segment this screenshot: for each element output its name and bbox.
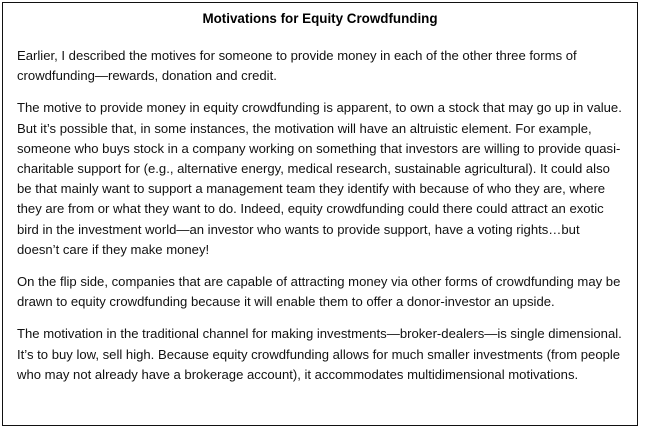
paragraph-2: The motive to provide money in equity crowdfunding is apparent, to own a stock that may go up in value. But it’s possible that, in some instances, the motivation will have an altruistic element. For example, someone who buys stock in a company working on something that investors are willing to provide quasi-charitable support for (e.g., alternative energy, medical research, sustainable agricultural). It could also be that mainly want to support a management team they identify with because of who they are, where they are from or what they want to do. Indeed, equity crowdfunding could there could attract an exotic bird in the investment world—an investor who wants to provide support, have a voting rights…but doesn’t care if they make money! — [17, 100, 622, 257]
paragraph-3: On the flip side, companies that are capable of attracting money via other forms of crowdfunding may be drawn to equity crowdfunding because it will enable them to offer a donor-investor an upside. — [17, 274, 621, 310]
paragraph-1: Earlier, I described the motives for someone to provide money in each of the other three forms of crowdfunding—rewards, donation and credit. — [17, 48, 577, 84]
document-title: Motivations for Equity Crowdfunding — [202, 11, 438, 26]
paragraph-4: The motivation in the traditional channel for making investments—broker-dealers—is single dimensional. It’s to buy low, sell high. Because equity crowdfunding allows for much smaller investments (from people who may not already have a brokerage account), it accommodates multidimensional motivations. — [17, 326, 622, 382]
text-box — [2, 2, 638, 426]
